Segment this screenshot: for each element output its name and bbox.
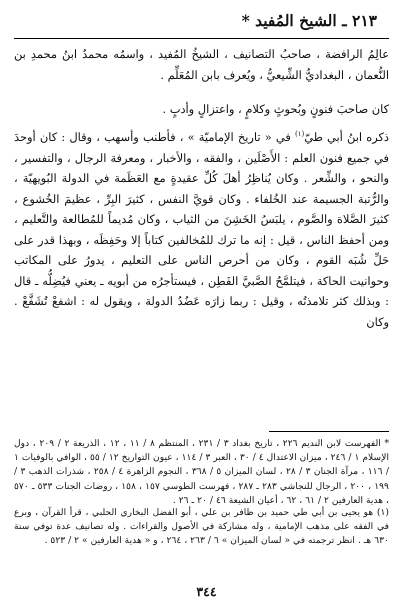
footnote-reference: (١) — [295, 130, 305, 139]
footnote-sources: * الفهرست لابن النديم ٢٢٦ ، تاريخ بغداد ٣ / ٢٣١ ، المنتظم ٨ / ١١ ، ١٢ ، الذريعة ٢ / ٢٠٩ ، دول الإسلام ١ / ٢٤٦ ، ميزان الاعتدال ٤ / ٣٠ ، العبر ٣ / ١١٤ ، عيون التواريخ ١٢ / ٥٥ ، الوافي بالوفيات ١ / ١١٦ ، مرآة الجنان ٣ / ٢٨ ، لسان الميزان ٥ / ٣٦٨ ، النجوم الزاهرة ٤ / ٢٥٨ ، شذرات الذهب ٣ / ١٩٩ ، ٢٠٠ ، الرجال للنجاشي ٢٨٣ ـ ٢٨٧ ، فهرست الطوسي ١٥٧ ، ١٥٨ ، روضات الجنات ٥٣٣ ـ ٥٧٠ ، هدية العارفين ٢ / ٦١ ، ٦٢ ، أعيان الشيعة ٤٦ / ٢٠ ـ ٢٦ . — [14, 438, 390, 506]
body-paragraph-1: عالِمُ الرافضة ، صاحبُ التصانيف ، الشيخُ المُفيد ، واسمُه محمدُ ابنُ محمدِ بن النُّعمان ، البغداديُّ الشِّيعيُّ ، ويُعرف بابن المُعَلِّم . — [14, 47, 389, 82]
paragraph-3-text-rest: في « تاريخ الإماميّة » ، فأطنب وأسهب ، وقال : كان أوحدَ في جميع فنون العلم : الأَصْلَين ، والفقه ، والأخبار ، ومعرفة الرجال ، والتفسير ، والنحو ، والشِّعر . وكان يُناظِرُ أهلَ كُلِّ عقيدةٍ مع العَظَمة في الدولة البُويهيّة ، والرُّتبة الجسيمة عند الخُلفاء . وكان قويَّ النفس ، كثيرَ البِرِّ ، عظيمَ الخُشوع ، كثيرَ الصَّلاة والصَّوم ، يلبَسُ الخَشِنَ من الثياب ، وكان مُديماً للمُطالعة والتَّعليم ، ومن أحفظ الناس ، قيل : إنه ما ترك للمُخالفين كتاباً إلا وحَفِظَه ، وبهذا قدر على حَلِّ شُبَه القوم ، وكان من أحرص الناس على التعليم ، يدورُ على المكاتب وحوانيت الحاكة ، فيتلمَّحُ الصَّبيَّ الفَطِن ، فيستأجرُه من أبويه ـ يعني فيُضِلُّه ـ قال : وبذلك كثر تلامذتُه ، وقيل : ربما زارَه عَضُدُ الدولة ، ويقول له : اشفعْ تُشَفَّعْ . وكان — [14, 130, 389, 329]
paragraph-3-text-start: ذكره ابنُ أبي طيّ — [304, 130, 389, 144]
body-paragraph-3 — [14, 127, 389, 332]
body-paragraph-2: كان صاحبَ فنونٍ وبُحوثٍ وكلامٍ ، واعتزالٍ وأدبٍ . — [162, 102, 389, 116]
footnote-divider — [269, 431, 389, 432]
entry-header — [14, 8, 389, 39]
page-number: ٣٤٤ — [196, 584, 217, 599]
entry-title: ٢١٣ ـ الشيخ المُفيد * — [241, 11, 377, 30]
footnote-1: (١) هو يحيى بن أبي طي حميد بن ظافر بن علي ، أبو الفضل البخاري الحلبي ، قرأ القرآن ، وبرع في الفقه على مذهب الإمامية ، وله مشاركة في الأصول والقراءات . وله تصانيف عدة توفي سنة ٦٣٠ هـ . انظر ترجمته في « لسان الميزان » ٦ / ٢٦٣ ، ٢٦٤ ، و « هدية العارفين » ٢ / ٥٢٣ . — [14, 507, 389, 547]
